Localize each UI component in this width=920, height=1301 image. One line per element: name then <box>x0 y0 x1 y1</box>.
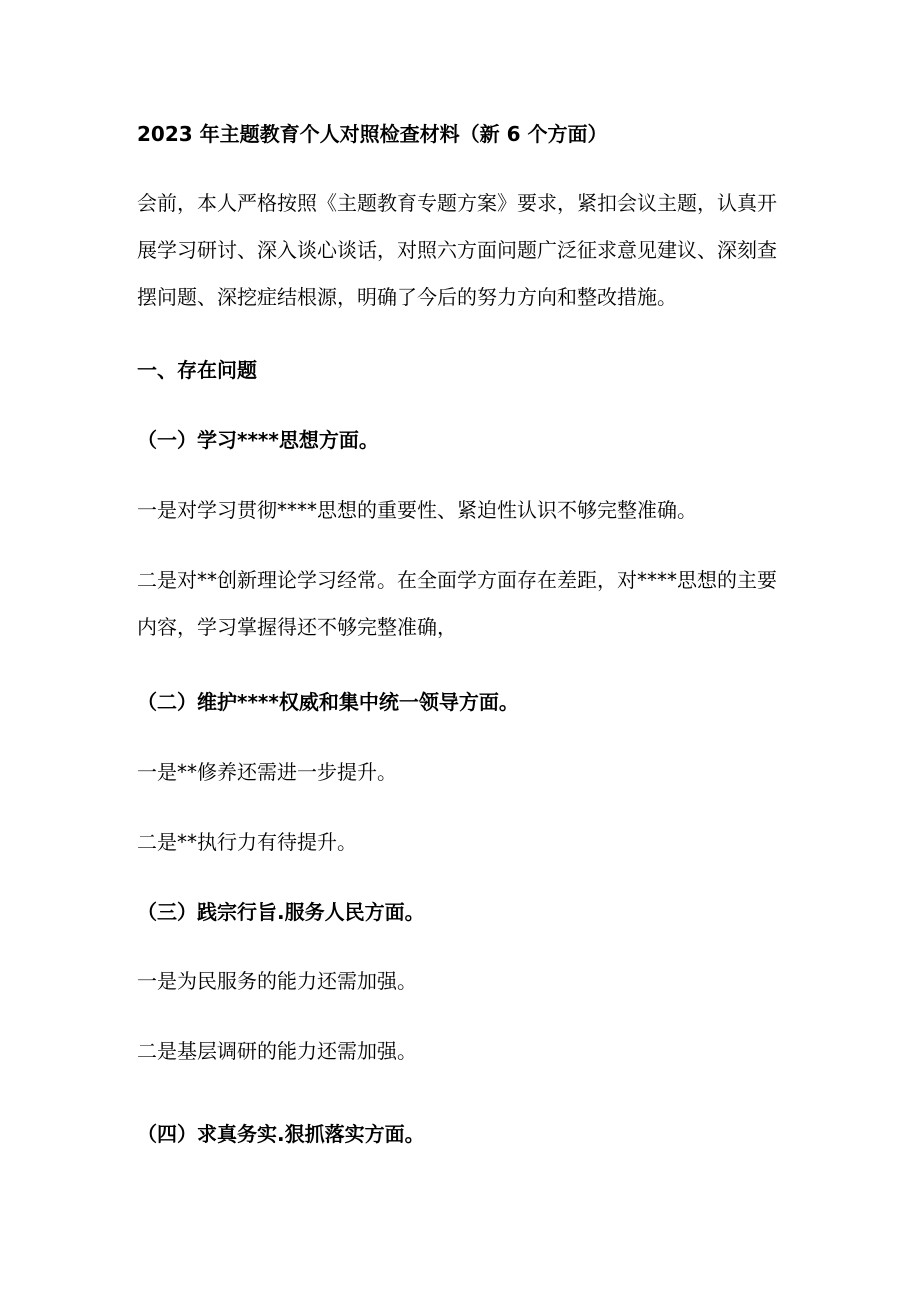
intro-paragraph <box>137 180 797 321</box>
subsection-heading: （三）践宗行旨.服务人民方面。 <box>137 900 425 924</box>
subsection-heading: （二）维护****权威和集中统一领导方面。 <box>137 690 519 714</box>
body-text: 一是为民服务的能力还需加强。 <box>137 969 417 993</box>
body-text: 一是**修养还需进一步提升。 <box>137 760 397 784</box>
body-line: 内容，学习掌握得还不够完整准确， <box>137 615 457 639</box>
body-text: 二是**执行力有待提升。 <box>137 830 357 854</box>
body-line: 二是对**创新理论学习经常。在全面学方面存在差距，对****思想的主要 <box>137 568 777 592</box>
intro-line: 展学习研讨、深入谈心谈话，对照六方面问题广泛征求意见建议、深刻查 <box>137 238 777 262</box>
body-text: 二是基层调研的能力还需加强。 <box>137 1039 417 1063</box>
subsection-heading: （一）学习****思想方面。 <box>137 428 379 452</box>
intro-line: 会前，本人严格按照《主题教育专题方案》要求，紧扣会议主题，认真开 <box>137 191 777 215</box>
body-text: 一是对学习贯彻****思想的重要性、紧迫性认识不够完整准确。 <box>137 498 697 522</box>
document-title: 2023 年主题教育个人对照检查材料（新 6 个方面） <box>137 122 608 146</box>
body-paragraph <box>137 557 797 651</box>
section-heading: 一、存在问题 <box>137 358 257 382</box>
intro-line: 摆问题、深挖症结根源，明确了今后的努力方向和整改措施。 <box>137 285 677 309</box>
subsection-heading: （四）求真务实.狠抓落实方面。 <box>137 1122 425 1146</box>
